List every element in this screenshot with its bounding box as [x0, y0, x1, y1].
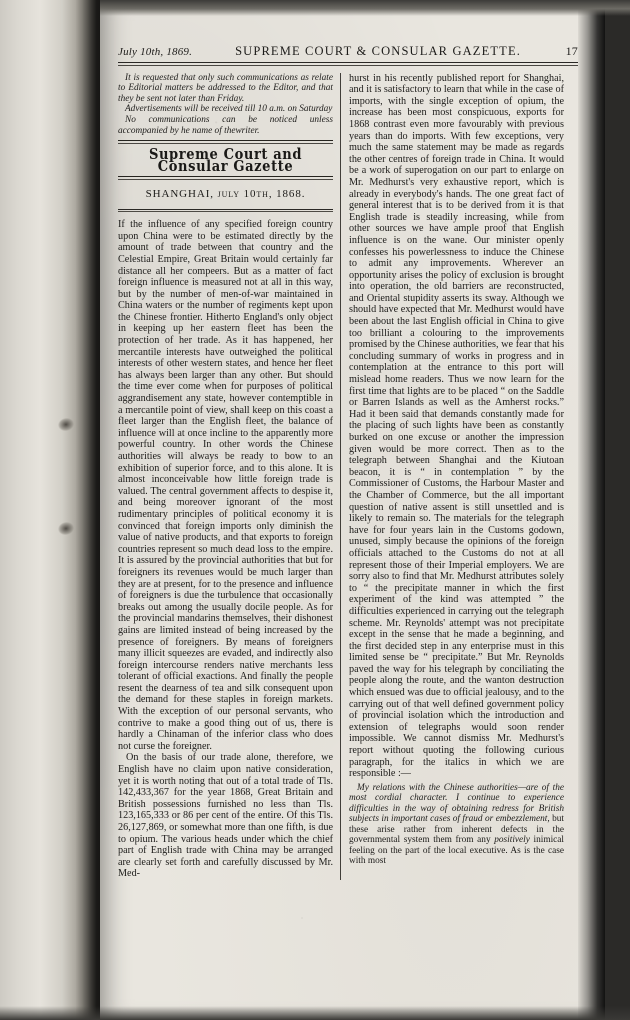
binding-shadow	[76, 0, 102, 1020]
article-paragraph: If the influence of any specified foreign country upon China were to be estimated directly by the amount of trade between that country and the Celestial Empire, Great Britain would certainly far distance all her compeers. But as a matter of fact foreign influence is measured not at all in this way, but by the number of men-of-war maintained in China waters or the number of regiments kept upon the Chinese frontier. Hitherto England's only object in keeping up her eastern fleet has been the protection of her trade. As it has happened, her mercantile interests have outweighed the political interests of other western states, and hence her fleet has always been larger than any other. But should the time ever come when for purposes of political aggrandisement any state, however contemptible in a mercantile point of view, shall keep on this coast a fleet larger than the English fleet, the balance of influence will at once incline to the apparently more powerful country. In other words the Chinese authorities will always be ready to bow to an exhibition of superior force, and to this alone. It is almost inconceivable how little foreign trade is valued. The central government affects to despise it, and being moreover ignorant of the most rudimentary principles of political economy it is convinced that foreign imports only diminish the value of native products, and that exports to foreign countries represent so much dead loss to the empire. It is assured by the provincial authorities that but for foreigners its revenues would be much larger than they are at present, for to the presence and influence of foreigners is due the turbulence that occasionally breaks out among the usually docile people. As for the provincial mandarins themselves, their dishonest gains are limited instead of being increased by the presence of foreigners. By means of foreigners many illicit squeezes are evaded, and indirectly also foreign intercourse renders native merchants less tolerant of official exactions. And finally the people resent the dearness of tea and silk consequent upon the demand for these staples in foreign markets. With the exception of our personal servants, who contrive to make a good thing out of us, there is hardly a Chinaman of the inferior class who does not curse the foreigner.	[118, 219, 333, 752]
right-column	[341, 73, 564, 880]
dateline-rule	[118, 209, 333, 213]
scan-background-bottom	[0, 1006, 630, 1020]
editorial-notice	[118, 73, 333, 137]
masthead-title: Supreme Court and Consular Gazette	[148, 145, 303, 175]
dateline-date: , july 10th, 1868.	[210, 187, 306, 200]
dateline-city: SHANGHAI	[145, 187, 211, 200]
quote-roman-part-2: inimical feeling on the part of the local executive. As is the case with most	[349, 835, 564, 867]
left-column-body	[118, 219, 333, 880]
quote-italic-part-2: positively	[494, 835, 530, 846]
running-head	[118, 44, 578, 59]
quote-roman-part-1: but these arise rather from inherent defects in the governmental system them from any	[349, 814, 564, 846]
dateline	[118, 180, 333, 209]
page-number: 17	[565, 44, 578, 58]
notice-line-3: No communications can be noticed unless accompanied by he name of thewriter.	[118, 114, 333, 136]
quote-italic-part-1: My relations with the Chinese authorities—are of the most cordial character. I continue to experience difficulties in the way of obtaining redress for British subjects in important cases of fraud or embezzlement,	[349, 782, 564, 825]
header-rule	[118, 62, 578, 66]
page-content	[118, 44, 578, 880]
left-column	[118, 73, 341, 880]
page-edge-shadow	[578, 0, 605, 1020]
running-head-date: July 10th, 1869.	[118, 46, 193, 58]
two-column-layout	[118, 73, 578, 880]
article-paragraph: hurst in his recently published report for Shanghai, and it is satisfactory to learn that while in the case of imports, with the single exception of opium, the increase has been most conspicuous, exports for 1868 contrast even more favourably with previous years than do imports. With few exceptions, very much the same statement may be made as regards the other centres of foreign trade in China. It would be a work of superogation on our part to enlarge on Mr. Medhurst's very exhaustive report, which is already in everybody's hands. The one great fact of general interest that is to be derived from it is that English trade is steadily increasing, while from other sources we have ample proof that English influence is on the wane. Our minister openly confesses his powerlessness to induce the Chinese to admit any improvements. Wherever an opportunity arises the policy of exclusion is brought into operation, the old barriers are reconstructed, and Oriental stupidity asserts its sway. Although we should have expected that Mr. Medhurst would have been about the last English official in China to give too brilliant a colouring to the improvements promised by the Chinese authorities, we fear that his concluding summary of works in progress and in contemplation at the entrance to this port will mislead home readers. Thus we now learn for the first time that lights are to be placed “ on the Saddle or Barren Islands as well as the Amherst rocks.” Had it been said that demands constantly made for the placing of such lights have been as constantly burked on one excuse or another the impression given would be more correct. Then as to the telegraph between Shanghai and the Kiutoan beacon, it is “ in contemplation ” by the Commissioner of Customs, the Harbour Master and the Chamber of Commerce, but the all important question of native assent is still unsettled and is likely to remain so. The materials for the telegraph have for four years lain in the Customs godown, unused, simply because the opinions of the foreign officials attached to the Customs do not at all represent those of their Imperial employers. We are sorry also to find that Mr. Medhurst attributes solely to “ the precipitate manner in which the first experiment of the kind was attempted ” the difficulties experienced in carrying out the telegraph scheme. Mr. Reynolds' attempt was not precipitate except in the sense that he made a beginning, and the first decided step in any enterprise must in this limited sense be “ precipitate.” But Mr. Reynolds paved the way for his telegraph by conciliating the people along the route, and the wanton destruction which ensued was due to official jealousy, and to the carrying out of that well defined government policy of provincial isolation which the introduction and extension of telegraphs would soon render impossible. We cannot dismiss Mr. Medhurst's report without quoting the following curious paragraph, for the italics in which we are responsible :—	[349, 72, 564, 780]
scan-background-top	[100, 0, 630, 16]
notice-line-2: Advertisements will be received till 10 a.m. on Saturday	[125, 104, 333, 115]
quoted-paragraph	[349, 783, 564, 867]
right-column-body	[349, 73, 564, 780]
notice-line-1: It is requested that only such communications as relate to Editorial matters be addressed to the Editor, and that they be sent not later than Friday.	[118, 72, 333, 104]
page-title: SUPREME COURT & CONSULAR GAZETTE.	[235, 44, 522, 58]
article-paragraph: On the basis of our trade alone, therefore, we English have no claim upon native consideration, yet it is worth noting that out of a total trade of Tls. 142,433,367 for the year 1868, Great Britain and British possessions furnished no less than Tls. 123,165,333 or 86 per cent of the entire. Of this Tls. 26,127,869, or somewhat more than one fifth, is due to opium. The various heads under which the chief part of English trade with China may be arranged are clearly set forth and carefully discussed by Mr. Med-	[118, 752, 333, 880]
scan-background-right	[605, 0, 630, 1020]
